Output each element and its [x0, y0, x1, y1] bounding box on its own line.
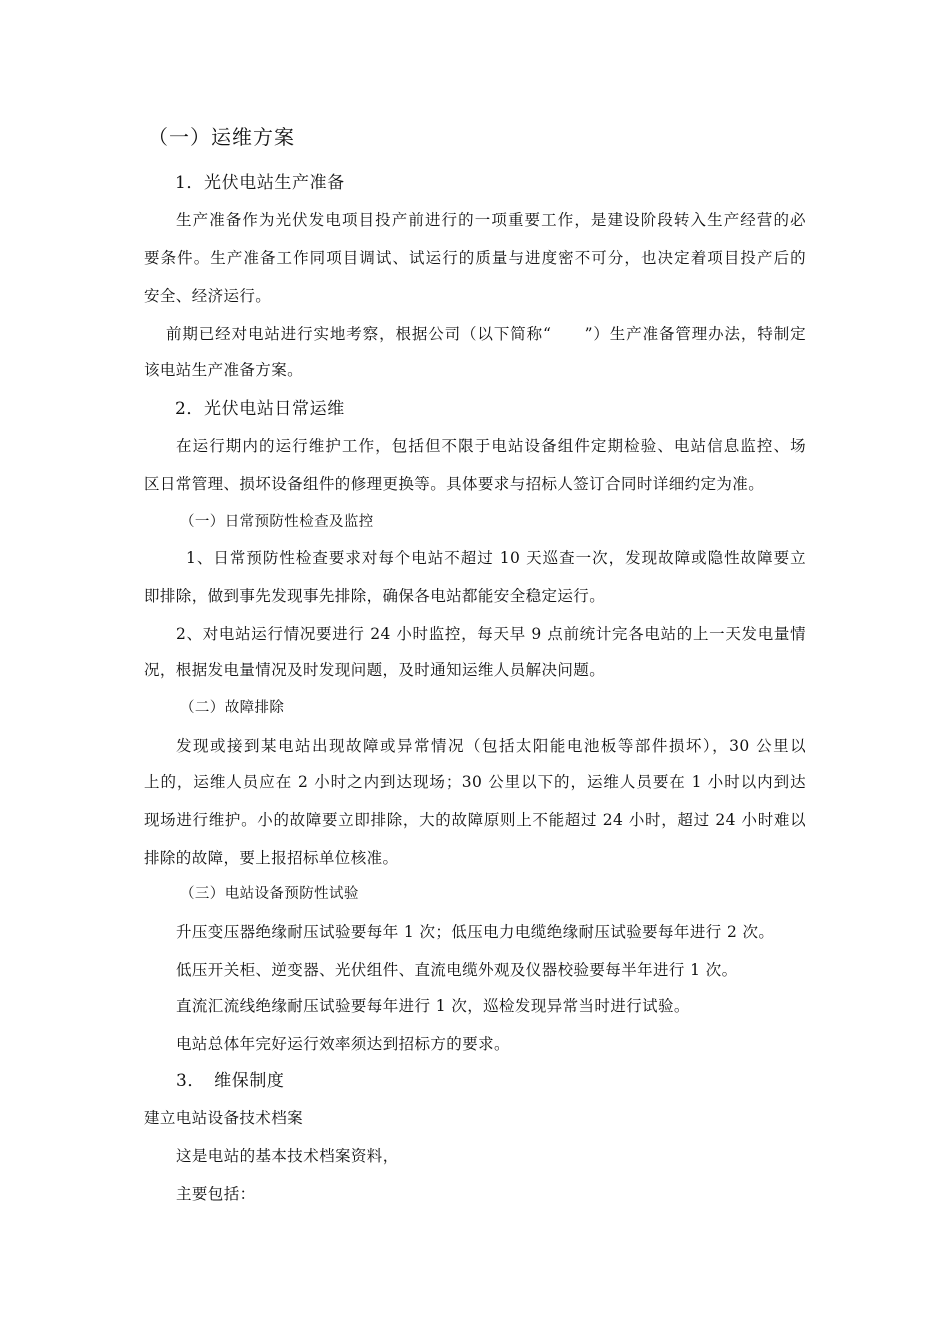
sub-heading: （三）电站设备预防性试验	[180, 886, 359, 902]
sub-heading: （一）日常预防性检查及监控	[180, 514, 374, 530]
paragraph-line: 况，根据发电量情况及时发现问题，及时通知运维人员解决问题。	[144, 661, 606, 679]
paragraph-line: 1、日常预防性检查要求对每个电站不超过 10 天巡查一次，发现故障或隐性故障要立	[186, 549, 806, 567]
paragraph-line: 发现或接到某电站出现故障或异常情况（包括太阳能电池板等部件损坏），30 公里以	[176, 737, 806, 755]
paragraph-line: 前期已经对电站进行实地考察，根据公司（以下简称“ ”）生产准备管理办法，特制定	[166, 325, 806, 343]
paragraph-line: 要条件。生产准备工作同项目调试、试运行的质量与进度密不可分，也决定着项目投产后的	[144, 249, 806, 267]
paragraph-line: 低压开关柜、逆变器、光伏组件、直流电缆外观及仪器校验要每半年进行 1 次。	[176, 961, 738, 979]
paragraph-line: 2、对电站运行情况要进行 24 小时监控，每天早 9 点前统计完各电站的上一天发电量情	[176, 625, 806, 643]
paragraph-line: 现场进行维护。小的故障要立即排除，大的故障原则上不能超过 24 小时，超过 24 小时难以	[144, 811, 806, 829]
paragraph-line: 该电站生产准备方案。	[144, 361, 304, 379]
paragraph-line: 排除的故障，要上报招标单位核准。	[144, 849, 399, 867]
paragraph-line: 建立电站设备技术档案	[144, 1109, 304, 1127]
paragraph-line: 这是电站的基本技术档案资料，	[176, 1147, 399, 1165]
paragraph-line: 生产准备作为光伏发电项目投产前进行的一项重要工作，是建设阶段转入生产经营的必	[176, 211, 806, 229]
section-heading: （一）运维方案	[148, 125, 295, 149]
paragraph-line: 升压变压器绝缘耐压试验要每年 1 次；低压电力电缆绝缘耐压试验要每年进行 2 次。	[176, 923, 775, 941]
paragraph-line: 区日常管理、损坏设备组件的修理更换等。具体要求与招标人签订合同时详细约定为准。	[144, 475, 765, 493]
paragraph-line: 上的，运维人员应在 2 小时之内到达现场；30 公里以下的，运维人员要在 1 小时以内到达	[144, 773, 806, 791]
subsection-title-3: 3． 维保制度	[176, 1071, 285, 1091]
paragraph-line: 在运行期内的运行维护工作，包括但不限于电站设备组件定期检验、电站信息监控、场	[176, 437, 806, 455]
paragraph-line: 电站总体年完好运行效率须达到招标方的要求。	[176, 1035, 510, 1053]
sub-heading: （二）故障排除	[180, 700, 285, 716]
paragraph-line: 即排除，做到事先发现事先排除，确保各电站都能安全稳定运行。	[144, 587, 606, 605]
subsection-title-2: 2．光伏电站日常运维	[175, 399, 345, 419]
paragraph-line: 直流汇流线绝缘耐压试验要每年进行 1 次，巡检发现异常当时进行试验。	[176, 997, 690, 1015]
paragraph-line: 安全、经济运行。	[144, 287, 272, 305]
subsection-title-1: 1．光伏电站生产准备	[175, 173, 345, 193]
paragraph-line: 主要包括：	[176, 1185, 256, 1203]
